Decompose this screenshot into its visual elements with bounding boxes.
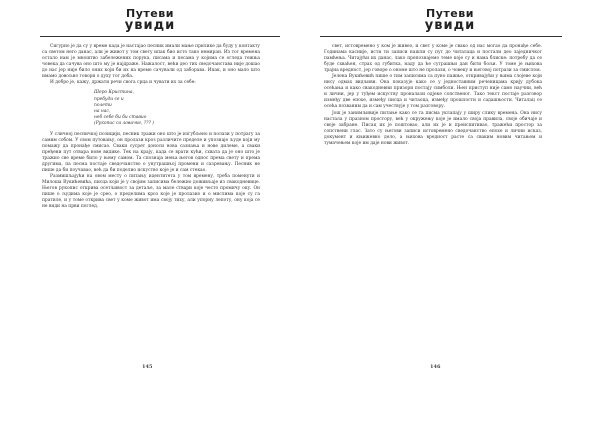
paragraph: Још је занимљивије питање како се та писма уклапају у ширу слику времена. Она нису настала у празном простору, већ у окружењу које је имало своја правила, своје обичаје и своје забране. Писац их је поштовао, али их је и преиспитивао, тражећи простор за сопствени глас. Зато су његови записи истовремено сведочанство епохе и лични исказ, документ и књижевно дело, а њихова вредност расте са сваким новим читањем и тумачењем које им даје нови живот.	[324, 110, 542, 146]
page-number: 145	[142, 364, 153, 370]
header-title-top: Путеви	[126, 7, 174, 20]
verse-line: пребуди се и	[94, 96, 124, 102]
verse-line: (Рукопис са ловачке, ??? )	[94, 121, 154, 127]
header-rule	[40, 36, 280, 37]
paragraph: свет, истовремено у ком је живео, и свет у коме је свако од нас могао да пронађе себе. Годинама касније, исти ти записи нашли су пут до читалаца и постали део заједничког памћења. Читајући их данас, лако препознајемо теме које су и нама блиске: потребу да се буде схваћен, страх од губитка, наду да ће сутрашњи дан бити бољи. У томе је њихова трајна вредност, јер говоре о ономе што не пролази, о човеку и његовој потрази за смислом.	[324, 44, 542, 74]
paragraph: Јелена Вукићевић пише о тим записима са пуно пажње, откривајући у њима слојеве који нису одмах видљиви. Она показује како се у једноставним реченицама крију дубока осећања и како свакодневни призори постају симболи. Њен приступ није само научни, већ и лични, јер у туђем искуству проналази одјеке сопственог. Тако текст постаје разговор између две епохе, између писца и читаоца, између прошлости и садашњости. Читалац се осећа позваним да и сам учествује у том разговору.	[324, 74, 542, 110]
verse-line: полети	[94, 102, 112, 108]
running-header	[300, 8, 600, 32]
header-title-bottom: увиди	[424, 18, 476, 33]
page-number: 146	[430, 364, 441, 370]
header-rule	[320, 36, 562, 37]
verse-line: неб себе би би ставио	[94, 115, 147, 121]
left-page-body	[42, 44, 260, 210]
header-title-top: Путеви	[426, 7, 474, 20]
right-page-body	[324, 44, 542, 147]
paragraph: У сличној песничкој позицији, песник тражи оно што је изгубљено и полази у потрагу за самим собом. У свом путовању, он пролази кроз различите пределе и упознаје људе који му помажу да пронађе смисао. Сваки сусрет доноси нова сазнања и нове дилеме, а сваки пређени пут отвара нове видике. Тек на крају, када се врати кући, схвата да је оно што је тражио све време било у њему самом. Та спознаја мења његов однос према свету и према другима, па песма постаје сведочанство о унутрашњој промени и сазревању. Песник не пише да би поучавао, већ да би поделио искуство које је и сам стекао.	[42, 131, 260, 173]
paragraph: Сигурно је да су у време када је настајао песник имали мање прилике да буду у контакту са светом него данас, али је живот у том свету ипак био исто тако немиран. Из тог времена остало нам је мноштво забележених порука, писама и песама у којима се огледа тежња човека да сачува оно што му је најдраже. Нажалост, већи део тих сведочанстава није дошао до нас јер није било оних који би их на време сачували од заборава. Ипак, и оно мало што имамо довољно говори о духу тог доба.	[42, 44, 260, 80]
paragraph: И добро је, кажу, држати речи свога срца и чувати их за себе:	[50, 80, 196, 86]
right-page	[300, 0, 600, 424]
verse-block	[94, 90, 260, 127]
paragraph: Размишљајући на овом месту о питању идентитета у том времену, треба поменути и Милоша Вукићевића, писца који је у својим записима бележио доживљаје из свакодневице. Његов рукопис открива осетљивост за детаље, за мале ствари које често промичу оку. Он пише о људима које је срео, о пределима кроз које је пролазио и о мислима које су га пратиле, и у томе открива свет у коме живот има своју тиху, али упорну лепоту, ону која се не види на први поглед.	[42, 173, 260, 210]
verse-line: на нас,	[94, 108, 111, 114]
running-header	[0, 8, 300, 32]
header-title-bottom: увиди	[124, 18, 176, 33]
verse-line: Шеро Кристина,	[94, 90, 134, 96]
